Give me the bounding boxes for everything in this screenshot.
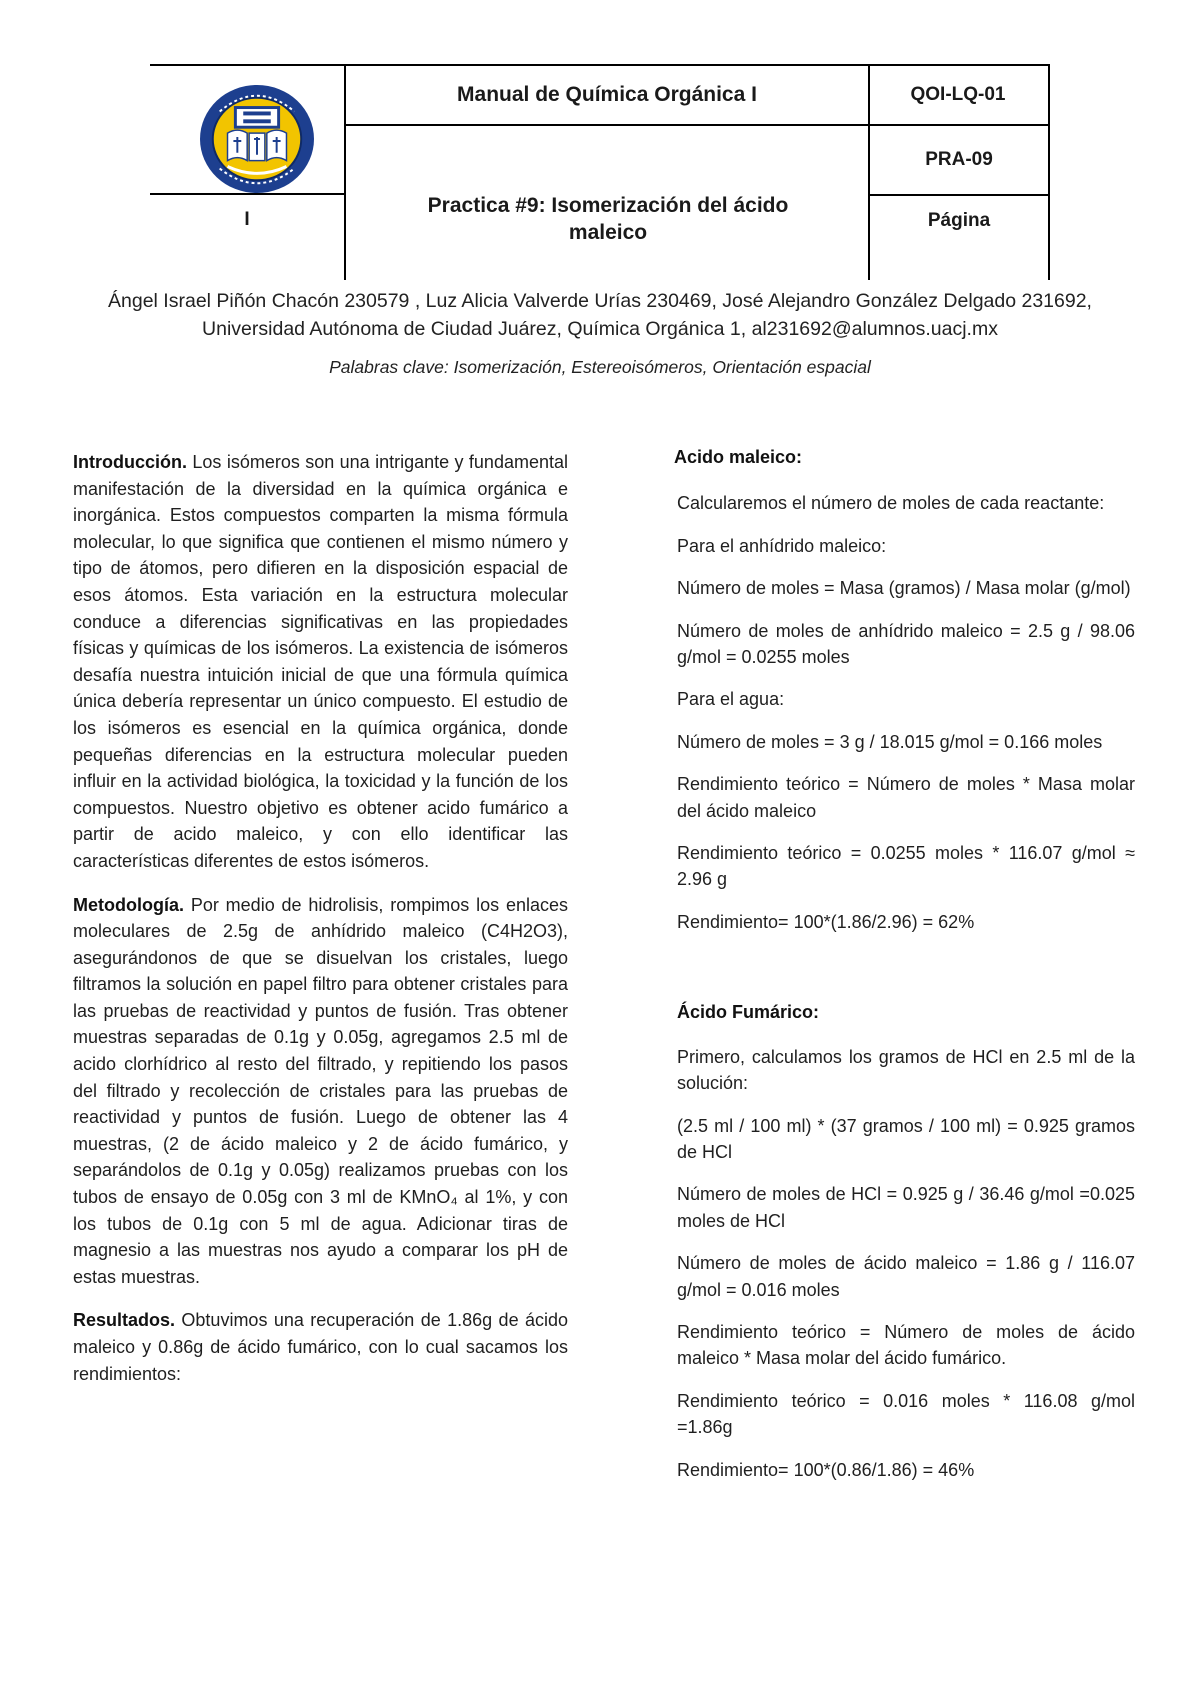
introduction-paragraph [73, 449, 568, 875]
practice-code: PRA-09 [925, 148, 993, 170]
maleic-acid-heading: Acido maleico: [674, 447, 803, 467]
calc-line: Rendimiento teórico = Número de moles * Masa molar del ácido maleico [677, 774, 1135, 821]
calc-line: Rendimiento teórico = 0.0255 moles * 116.07 g/mol ≈ 2.96 g [677, 843, 1135, 890]
calc-line: Rendimiento teórico = Número de moles de ácido maleico * Masa molar del ácido fumárico. [677, 1321, 1135, 1369]
calc-line: Número de moles = 3 g / 18.015 g/mol = 0.166 moles [677, 731, 1103, 752]
calc-line: Calcularemos el número de moles de cada reactante: [677, 493, 1105, 514]
page-label: Página [927, 209, 991, 231]
calc-line: Rendimiento= 100*(0.86/1.86) = 46% [677, 1459, 975, 1480]
document-header [150, 64, 1050, 280]
right-column [674, 444, 1135, 1499]
calc-line: (2.5 ml / 100 ml) * (37 gramos / 100 ml) = 0.925 gramos de HCl [677, 1115, 1135, 1162]
fumaric-acid-heading: Ácido Fumárico: [677, 1002, 820, 1023]
methodology-text: Por medio de hidrolisis, rompimos los enlaces moleculares de 2.5g de anhídrido maleico (C4H2O3), asegurándonos de que se disuelvan los cristales, luego filtramos la solución en papel filtro para obtener cristales para las pruebas de reactividad y puntos de fusión. Tras obtener muestras separadas de 0.1g y 0.05g, agregamos 2.5 ml de acido clorhídrico al resto del filtrado, y repitiendo los pasos del filtrado y recolección de cristales para las pruebas de reactividad y puntos de fusión. Luego de obtener las 4 muestras, (2 de ácido maleico y 2 de ácido fumárico, y separándolos de 0.1g y 0.05g) realizamos pruebas con los tubos de ensayo de 0.05g con 3 ml de KMnO₄ al 1%, y con los tubos de 0.1g con 5 ml de agua. Adicionar tiras de magnesio a las muestras nos ayudo a comparar los pH de estas muestras. [73, 894, 568, 1287]
practice-title: Practica #9: Isomerización del ácido maleico [427, 193, 789, 244]
manual-title: Manual de Química Orgánica I [457, 83, 757, 107]
header-right-rule [1048, 64, 1050, 280]
calc-line: Número de moles de ácido maleico = 1.86 g / 116.07 g/mol = 0.016 moles [677, 1253, 1135, 1300]
calc-line: Rendimiento teórico = 0.016 moles * 116.08 g/mol =1.86g [677, 1390, 1135, 1438]
methodology-paragraph [73, 892, 568, 1291]
header-left-label: I [244, 208, 250, 230]
methodology-heading: Metodología. [73, 894, 184, 915]
left-column [73, 449, 568, 1404]
calc-line: Número de moles de anhídrido maleico = 2.5 g / 98.06 g/mol = 0.0255 moles [677, 620, 1135, 668]
introduction-heading: Introducción. [73, 452, 187, 472]
calc-line: Primero, calculamos los gramos de HCl en 2.5 ml de la solución: [677, 1046, 1135, 1094]
calc-line: Número de moles de HCl = 0.925 g / 36.46 g/mol =0.025 moles de HCl [677, 1184, 1135, 1231]
keywords-line: Palabras clave: Isomerización, Estereoisómeros, Orientación espacial [329, 357, 871, 377]
results-text: Obtuvimos una recuperación de 1.86g de ácido maleico y 0.86g de ácido fumárico, con lo cual sacamos los rendimientos: [73, 1310, 568, 1384]
university-seal-icon [198, 82, 316, 196]
calc-line: Para el agua: [677, 689, 785, 710]
results-paragraph [73, 1307, 568, 1387]
results-heading: Resultados. [73, 1310, 176, 1331]
authors-line: Ángel Israel Piñón Chacón 230579 , Luz Alicia Valverde Urías 230469, José Alejandro González Delgado 231692, Universidad Autónoma de Ciudad Juárez, Química Orgánica 1, al231692@alumnos.uacj.mx [108, 290, 1092, 340]
calc-line: Rendimiento= 100*(1.86/2.96) = 62% [677, 911, 975, 932]
introduction-text: Los isómeros son una intrigante y fundamental manifestación de la diversidad en la química orgánica e inorgánica. Estos compuestos comparten la misma fórmula molecular, lo que significa que contienen el mismo número y tipo de átomos, pero difieren en la disposición espacial de esos átomos. Esta variación en la estructura molecular conduce a diferencias significativas en las propiedades físicas y químicas de los isómeros. La existencia de isómeros desafía nuestra intuición inicial de que una fórmula química única debería representar un único compuesto. El estudio de los isómeros es esencial en la química orgánica, donde pequeñas diferencias en la estructura molecular pueden influir en la actividad biológica, la toxicidad y la función de los compuestos. Nuestro objetivo es obtener acido fumárico a partir de acido maleico, y con ello identificar las características diferentes de estos isómeros. [73, 452, 568, 871]
calc-line: Para el anhídrido maleico: [677, 535, 887, 556]
document-code: QOI-LQ-01 [910, 83, 1006, 105]
calc-line: Número de moles = Masa (gramos) / Masa molar (g/mol) [677, 578, 1131, 599]
